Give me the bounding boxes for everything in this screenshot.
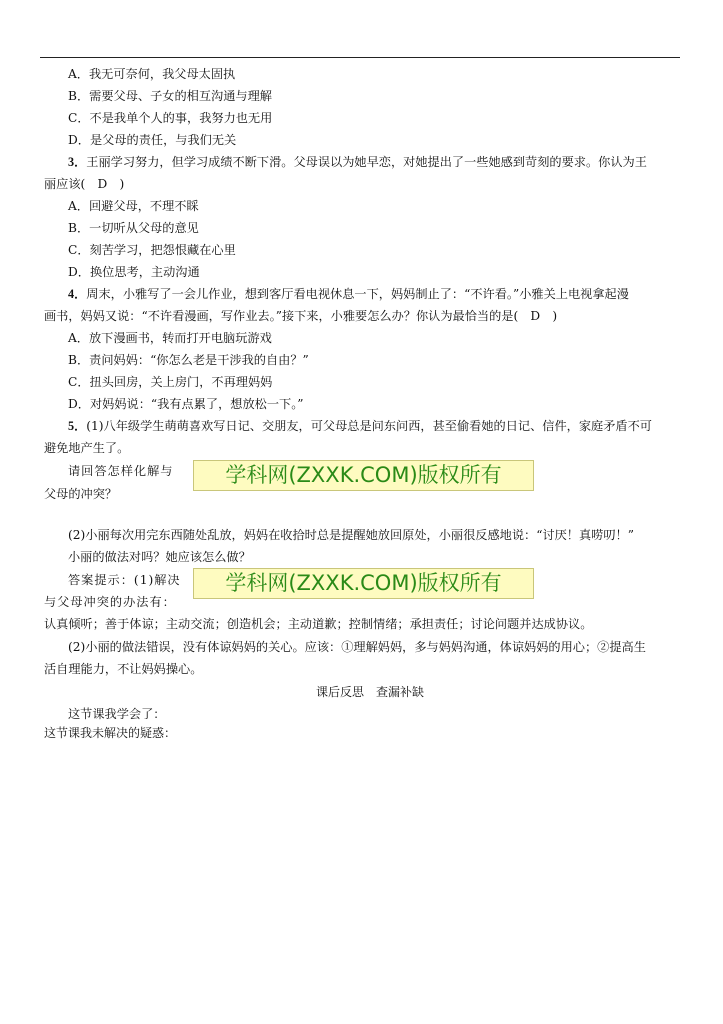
learned-prompt: 这节课我学会了： (68, 707, 166, 721)
q2-option-d: D．是父母的责任，与我们无关 (68, 133, 237, 147)
watermark-banner: 学科网(ZXXK.COM)版权所有 (193, 460, 534, 491)
answer-line-1: 答案提示：(1)解决 (68, 573, 181, 587)
q2-option-a: A．我无可奈何，我父母太固执 (68, 67, 236, 81)
q5-line-4: 父母的冲突？ (44, 487, 118, 501)
q5-number: 5． (68, 419, 87, 433)
q4-option-d: D．对妈妈说：“我有点累了，想放松一下。” (68, 397, 304, 411)
answer-line-4: (2)小丽的做法错误，没有体谅妈妈的关心。应该：①理解妈妈，多与妈妈沟通，体谅妈妈的用心；②提高生 (68, 640, 646, 654)
unsolved-prompt: 这节课我未解决的疑惑： (44, 726, 177, 740)
q5-text: (1)八年级学生萌萌喜欢写日记、交朋友，可父母总是问东问西，甚至偷看她的日记、信件，家庭矛盾不可 (86, 419, 652, 433)
q4-text: 周末，小雅写了一会儿作业，想到客厅看电视休息一下，妈妈制止了：“不许看。”小雅关上电视拿起漫 (86, 287, 629, 301)
q3-line-1 (68, 152, 647, 172)
q3-option-c: C．刻苦学习，把怨恨藏在心里 (68, 243, 236, 257)
q2-option-c: C．不是我单个人的事，我努力也无用 (68, 111, 273, 125)
answer-line-3: 认真倾听；善于体谅；主动交流；创造机会；主动道歉；控制情绪；承担责任；讨论问题并达成协议。 (44, 617, 593, 631)
q3-option-d: D．换位思考，主动沟通 (68, 265, 200, 279)
q4-line-1 (68, 284, 629, 304)
q5-line-1 (68, 416, 652, 436)
q5-part2-line-2: 小丽的做法对吗？她应该怎么做？ (68, 550, 251, 564)
q5-line-3: 请回答怎样化解与 (68, 464, 174, 478)
q5-part2-line-1: (2)小丽每次用完东西随处乱放，妈妈在收拾时总是提醒她放回原处，小丽很反感地说：“讨厌！真唠叨！” (68, 528, 634, 542)
q4-option-a: A．放下漫画书，转而打开电脑玩游戏 (68, 331, 272, 345)
q3-number: 3． (68, 155, 87, 169)
section-title: 课后反思 查漏补缺 (316, 685, 425, 699)
q4-number: 4． (68, 287, 87, 301)
q4-option-c: C．扭头回房，关上房门，不再理妈妈 (68, 375, 273, 389)
q2-option-b: B．需要父母、子女的相互沟通与理解 (68, 89, 272, 103)
q4-option-b: B．责问妈妈：“你怎么老是干涉我的自由？” (68, 353, 309, 367)
header-rule (40, 57, 680, 58)
q3-line-2: 丽应该( D ) (44, 177, 125, 191)
q3-option-b: B．一切听从父母的意见 (68, 221, 199, 235)
q3-text: 王丽学习努力，但学习成绩不断下滑。父母误以为她早恋，对她提出了一些她感到苛刻的要求。你认为王 (86, 155, 647, 169)
q4-line-2: 画书，妈妈又说：“不许看漫画，写作业去。”接下来，小雅要怎么办？你认为最恰当的是( D ) (44, 309, 558, 323)
q5-line-2: 避免地产生了。 (44, 441, 130, 455)
answer-line-5: 活自理能力，不让妈妈操心。 (44, 662, 203, 676)
answer-line-2: 与父母冲突的办法有： (44, 595, 176, 609)
q3-option-a: A．回避父母，不理不睬 (68, 199, 199, 213)
watermark-banner-2: 学科网(ZXXK.COM)版权所有 (193, 568, 534, 599)
